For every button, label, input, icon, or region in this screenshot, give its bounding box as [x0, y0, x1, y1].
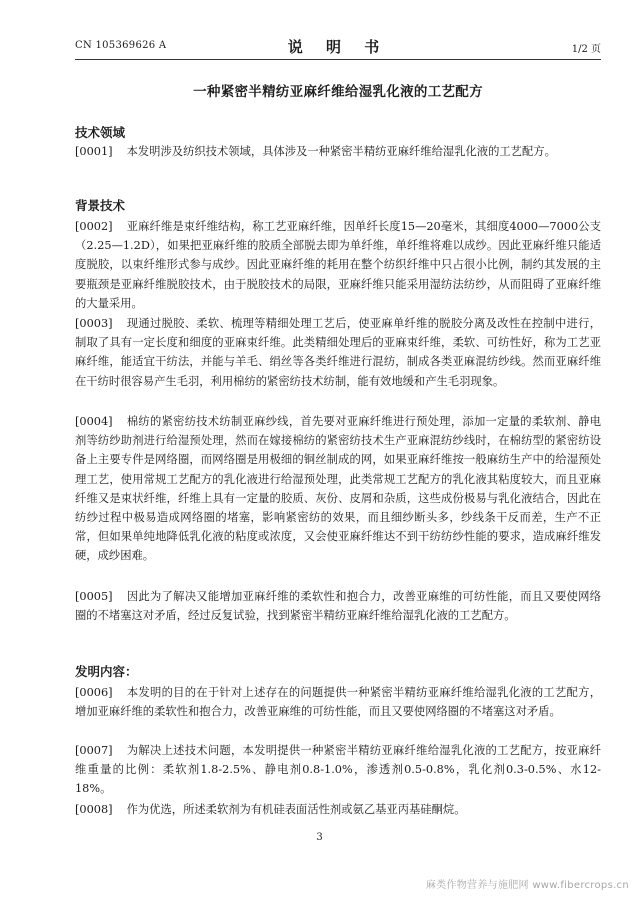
document-number: CN 105369626 A: [75, 40, 167, 51]
paragraph-number: [0002]: [75, 220, 113, 233]
paragraph-number: [0005]: [75, 590, 113, 603]
paragraph-0003: [75, 314, 601, 391]
paragraph-text: 因此为了解决又能增加亚麻纤维的柔软性和抱合力，改善亚麻维的可纺性能，而且又要使网络圈的不堵塞这对矛盾，经过反复试验，找到紧密半精纺亚麻纤维给湿乳化液的工艺配方。: [75, 590, 601, 623]
paragraph-text: 棉纺的紧密纺技术纺制亚麻纱线，首先要对亚麻纤维进行预处理，添加一定量的柔软剂、静电剂等纺纱助剂进行给湿预处理，然而在嫁接棉纺的紧密纺技术生产亚麻混纺纱线时，在棉纺型的紧密纺设备上主要专件是网络圈，而网络圈是用极细的铜丝制成的网，如果亚麻纤维按一般麻纺生产中的给湿预处理工艺，使用常规工艺配方的乳化液进行给湿预处理，此类常规工艺配方的乳化液其粘度较大，而且亚麻纤维又是束状纤维，纤维上具有一定量的胶质、灰份、皮屑和杂质，这些成份极易与乳化液结合，因此在纺纱过程中极易造成网络圈的堵塞，影响紧密纺的效果，而且细纱断头多，纱线条干反而差，生产不正常，但如果单纯地降低乳化液的粘度或浓度，又会使亚麻纤维达不到干纺纺纱性能的要求，造成麻纤维发硬，成纱困难。: [75, 415, 601, 563]
watermark: 麻类作物营养与施肥网 www.fibercrops.cn: [425, 880, 629, 891]
paragraph-number: [0001]: [75, 145, 113, 158]
document-type: 说 明 书: [287, 38, 389, 56]
page-number: 3: [316, 832, 323, 843]
paragraph-0001: [75, 142, 601, 161]
section-heading-content: 发明内容：: [75, 664, 138, 679]
page-header: [75, 36, 601, 56]
paragraph-0006: [75, 683, 601, 721]
paragraph-number: [0004]: [75, 415, 113, 428]
document-title: 一种紧密半精纺亚麻纤维给湿乳化液的工艺配方: [193, 84, 483, 100]
paragraph-number: [0008]: [75, 803, 113, 816]
section-heading-field: 技术领域: [75, 125, 126, 140]
paragraph-text: 现通过脱胶、柔软、梳理等精细处理工艺后，使亚麻单纤维的脱胶分离及改性在控制中进行，制取了具有一定长度和细度的亚麻束纤维。此类精细处理后的亚麻束纤维，柔软、可纺性好，称为工艺亚麻纤维，能适宜干纺法，并能与羊毛、绢丝等各类纤维进行混纺，制成各类亚麻混纺纱线。然而亚麻纤维在干纺时很容易产生毛羽，利用棉纺的紧密纺技术纺制，能有效地缓和产生毛羽现象。: [75, 317, 601, 388]
paragraph-text: 作为优选，所述柔软剂为有机硅表面活性剂或氨乙基亚丙基硅酮烷。: [126, 803, 466, 816]
paragraph-0005: [75, 587, 601, 625]
paragraph-text: 本发明涉及纺织技术领域，具体涉及一种紧密半精纺亚麻纤维给湿乳化液的工艺配方。: [126, 145, 556, 158]
paragraph-number: [0007]: [75, 744, 113, 757]
paragraph-text: 亚麻纤维是束纤维结构，称工艺亚麻纤维，因单纤长度15—20毫米，其细度4000—7000公支（2.25—1.2D），如果把亚麻纤维的胶质全部脱去即为单纤维，单纤维将难以成纱。因此亚麻纤维只能适度脱胶，以束纤维形式参与成纱。因此亚麻纤维的耗用在整个纺织纤维中只占很小比例，制约其发展的主要瓶颈是亚麻纤维脱胶技术，由于脱胶技术的局限，亚麻纤维只能采用湿纺法纺纱，从而阻碍了亚麻纤维的大量采用。: [75, 220, 601, 310]
paragraph-0004: [75, 412, 601, 566]
page-indicator: 1/2 页: [571, 44, 601, 55]
paragraph-text: 本发明的目的在于针对上述存在的问题提供一种紧密半精纺亚麻纤维给湿乳化液的工艺配方，增加亚麻纤维的柔软性和抱合力，改善亚麻维的可纺性能，而且又要使网络圈的不堵塞这对矛盾。: [75, 686, 601, 719]
paragraph-0007: [75, 741, 601, 799]
paragraph-number: [0006]: [75, 686, 113, 699]
paragraph-0002: [75, 217, 601, 313]
paragraph-number: [0003]: [75, 317, 113, 330]
header-rule: [75, 59, 601, 60]
section-heading-background: 背景技术: [75, 198, 126, 213]
paragraph-text: 为解决上述技术问题，本发明提供一种紧密半精纺亚麻纤维给湿乳化液的工艺配方，按亚麻纤维重量的比例：柔软剂1.8-2.5%、静电剂0.8-1.0%，渗透剂0.5-0.8%，乳化剂0.3-0.5%、水12-18%。: [75, 744, 601, 796]
paragraph-0008: [75, 800, 601, 819]
